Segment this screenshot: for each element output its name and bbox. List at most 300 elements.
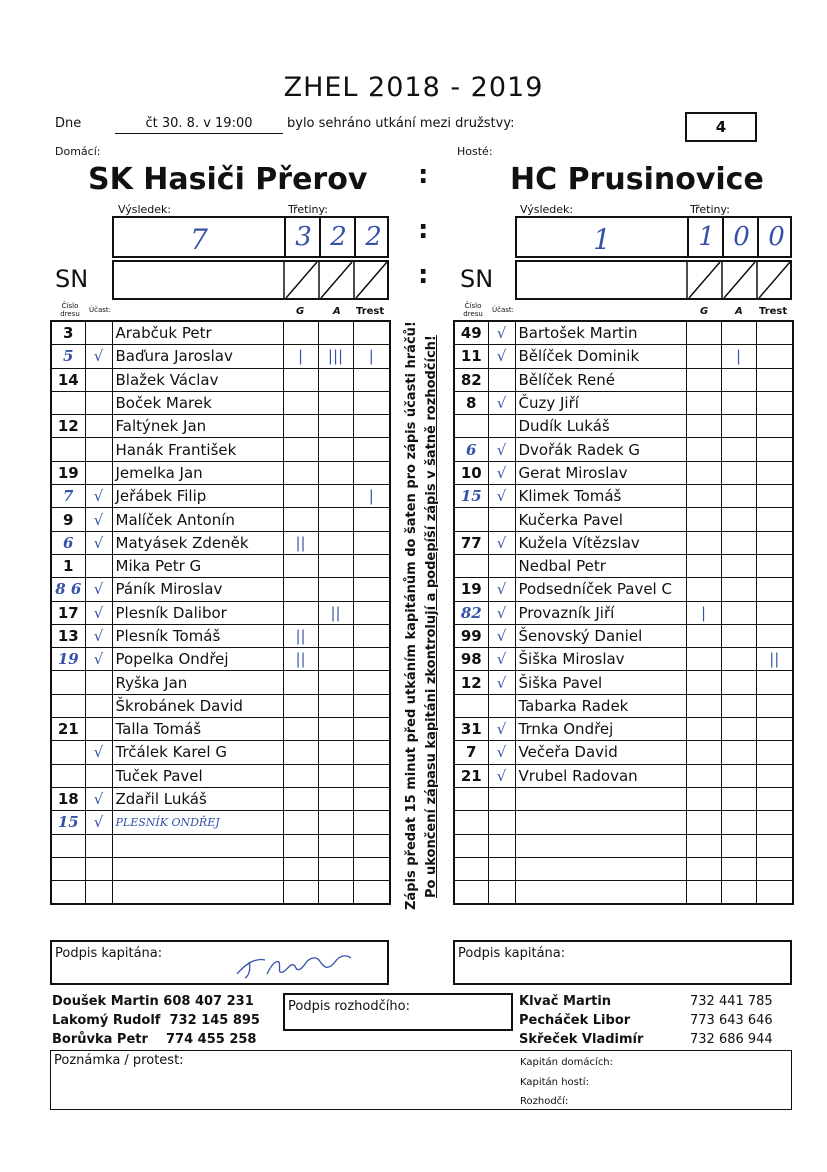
assists-mark[interactable]	[318, 624, 353, 647]
penalty-mark[interactable]	[353, 811, 390, 834]
goals-mark[interactable]	[283, 811, 318, 834]
penalty-mark[interactable]	[756, 461, 793, 484]
jersey-number[interactable]	[51, 811, 85, 834]
presence-mark[interactable]	[85, 764, 112, 787]
presence-mark[interactable]	[85, 718, 112, 741]
jersey-number[interactable]	[454, 648, 488, 671]
presence-mark[interactable]: √	[488, 624, 515, 647]
jersey-number[interactable]	[454, 834, 488, 857]
presence-mark[interactable]: √	[488, 485, 515, 508]
assists-mark[interactable]	[721, 415, 756, 438]
penalty-mark[interactable]	[756, 345, 793, 368]
goals-mark[interactable]	[686, 531, 721, 554]
goals-mark[interactable]	[283, 415, 318, 438]
presence-mark[interactable]: √	[488, 461, 515, 484]
jersey-number[interactable]	[454, 531, 488, 554]
penalty-mark[interactable]	[756, 601, 793, 624]
goals-mark[interactable]	[686, 508, 721, 531]
assists-mark[interactable]	[721, 741, 756, 764]
penalty-mark[interactable]	[353, 508, 390, 531]
player-name[interactable]: Jeřábek Filip	[112, 485, 283, 508]
penalty-mark[interactable]	[756, 485, 793, 508]
goals-mark[interactable]	[283, 578, 318, 601]
jersey-number[interactable]	[454, 811, 488, 834]
penalty-mark[interactable]	[756, 787, 793, 810]
goals-mark[interactable]	[686, 811, 721, 834]
player-name[interactable]: Bartošek Martin	[515, 321, 686, 345]
penalty-mark[interactable]	[353, 461, 390, 484]
player-name[interactable]: Provazník Jiří	[515, 601, 686, 624]
penalty-mark[interactable]	[756, 624, 793, 647]
goals-mark[interactable]	[283, 718, 318, 741]
goals-mark[interactable]	[686, 554, 721, 577]
goals-mark[interactable]	[283, 601, 318, 624]
assists-mark[interactable]	[318, 787, 353, 810]
player-name[interactable]: Nedbal Petr	[515, 554, 686, 577]
goals-mark[interactable]	[686, 857, 721, 880]
presence-mark[interactable]	[85, 438, 112, 461]
player-name[interactable]: Gerat Miroslav	[515, 461, 686, 484]
jersey-number[interactable]	[454, 764, 488, 787]
goals-mark[interactable]	[686, 368, 721, 391]
goals-mark[interactable]	[686, 624, 721, 647]
jersey-number[interactable]	[454, 415, 488, 438]
player-name[interactable]: Klimek Tomáš	[515, 485, 686, 508]
penalty-mark[interactable]	[756, 741, 793, 764]
assists-mark[interactable]	[318, 415, 353, 438]
player-name[interactable]: Kučerka Pavel	[515, 508, 686, 531]
goals-mark[interactable]	[686, 694, 721, 717]
goals-mark[interactable]: ||	[283, 624, 318, 647]
player-name[interactable]: Páník Miroslav	[112, 578, 283, 601]
assists-mark[interactable]	[318, 368, 353, 391]
goals-mark[interactable]	[283, 671, 318, 694]
goals-mark[interactable]	[283, 741, 318, 764]
assists-mark[interactable]	[721, 578, 756, 601]
player-name[interactable]: Kužela Vítězslav	[515, 531, 686, 554]
player-name[interactable]: Vrubel Radovan	[515, 764, 686, 787]
presence-mark[interactable]: √	[85, 787, 112, 810]
jersey-number[interactable]	[51, 321, 85, 345]
presence-mark[interactable]: √	[85, 601, 112, 624]
assists-mark[interactable]	[318, 531, 353, 554]
jersey-number[interactable]	[51, 485, 85, 508]
goals-mark[interactable]	[686, 345, 721, 368]
penalty-mark[interactable]	[756, 415, 793, 438]
penalty-mark[interactable]	[756, 834, 793, 857]
assists-mark[interactable]	[721, 834, 756, 857]
player-name[interactable]: Šenovský Daniel	[515, 624, 686, 647]
jersey-number[interactable]	[454, 787, 488, 810]
assists-mark[interactable]: ||	[318, 601, 353, 624]
jersey-number[interactable]	[51, 857, 85, 880]
assists-mark[interactable]	[318, 857, 353, 880]
jersey-number[interactable]	[51, 368, 85, 391]
penalty-mark[interactable]	[353, 601, 390, 624]
presence-mark[interactable]: √	[488, 741, 515, 764]
penalty-mark[interactable]	[353, 531, 390, 554]
player-name[interactable]: Boček Marek	[112, 391, 283, 414]
jersey-number[interactable]	[454, 694, 488, 717]
penalty-mark[interactable]	[756, 881, 793, 905]
penalty-mark[interactable]	[353, 857, 390, 880]
goals-mark[interactable]	[283, 508, 318, 531]
jersey-number[interactable]	[454, 881, 488, 905]
penalty-mark[interactable]	[756, 578, 793, 601]
assists-mark[interactable]	[318, 694, 353, 717]
penalty-mark[interactable]	[353, 554, 390, 577]
goals-mark[interactable]	[686, 438, 721, 461]
penalty-mark[interactable]	[353, 648, 390, 671]
player-name[interactable]: Bělíček Dominik	[515, 345, 686, 368]
penalty-mark[interactable]	[756, 694, 793, 717]
presence-mark[interactable]: √	[85, 531, 112, 554]
presence-mark[interactable]: √	[85, 624, 112, 647]
assists-mark[interactable]	[318, 321, 353, 345]
player-name[interactable]	[515, 857, 686, 880]
goals-mark[interactable]	[686, 321, 721, 345]
presence-mark[interactable]	[488, 881, 515, 905]
goals-mark[interactable]: ||	[283, 531, 318, 554]
assists-mark[interactable]	[721, 554, 756, 577]
assists-mark[interactable]	[721, 857, 756, 880]
presence-mark[interactable]	[85, 321, 112, 345]
goals-mark[interactable]: |	[283, 345, 318, 368]
jersey-number[interactable]	[454, 438, 488, 461]
presence-mark[interactable]	[488, 415, 515, 438]
penalty-mark[interactable]	[756, 718, 793, 741]
penalty-mark[interactable]	[756, 554, 793, 577]
player-name[interactable]	[112, 834, 283, 857]
player-name[interactable]: Škrobánek David	[112, 694, 283, 717]
jersey-number[interactable]	[51, 438, 85, 461]
presence-mark[interactable]: √	[85, 345, 112, 368]
jersey-number[interactable]	[51, 415, 85, 438]
assists-mark[interactable]	[721, 787, 756, 810]
jersey-number[interactable]	[454, 718, 488, 741]
goals-mark[interactable]	[283, 554, 318, 577]
referee-signature-box[interactable]	[283, 993, 513, 1031]
jersey-number[interactable]	[51, 648, 85, 671]
presence-mark[interactable]	[85, 461, 112, 484]
goals-mark[interactable]	[686, 671, 721, 694]
assists-mark[interactable]	[318, 718, 353, 741]
penalty-mark[interactable]	[353, 391, 390, 414]
presence-mark[interactable]: √	[488, 438, 515, 461]
player-name[interactable]: Arabčuk Petr	[112, 321, 283, 345]
presence-mark[interactable]: √	[488, 764, 515, 787]
assists-mark[interactable]	[318, 508, 353, 531]
player-name[interactable]: Podsedníček Pavel C	[515, 578, 686, 601]
goals-mark[interactable]	[283, 391, 318, 414]
jersey-number[interactable]	[454, 368, 488, 391]
player-name[interactable]: Tuček Pavel	[112, 764, 283, 787]
goals-mark[interactable]	[686, 415, 721, 438]
goals-mark[interactable]	[283, 321, 318, 345]
jersey-number[interactable]	[51, 764, 85, 787]
presence-mark[interactable]: √	[488, 601, 515, 624]
jersey-number[interactable]	[51, 741, 85, 764]
jersey-number[interactable]	[51, 601, 85, 624]
goals-mark[interactable]	[283, 438, 318, 461]
jersey-number[interactable]	[454, 624, 488, 647]
presence-mark[interactable]	[488, 368, 515, 391]
assists-mark[interactable]	[721, 321, 756, 345]
assists-mark[interactable]	[721, 718, 756, 741]
player-name[interactable]: Dvořák Radek G	[515, 438, 686, 461]
jersey-number[interactable]	[51, 531, 85, 554]
away-captain-signature-box[interactable]	[453, 940, 792, 985]
assists-mark[interactable]: |||	[318, 345, 353, 368]
presence-mark[interactable]	[85, 415, 112, 438]
presence-mark[interactable]	[85, 834, 112, 857]
assists-mark[interactable]	[318, 764, 353, 787]
player-name[interactable]: Zdařil Lukáš	[112, 787, 283, 810]
presence-mark[interactable]: √	[85, 648, 112, 671]
player-name[interactable]: Malíček Antonín	[112, 508, 283, 531]
penalty-mark[interactable]	[756, 391, 793, 414]
jersey-number[interactable]	[51, 881, 85, 905]
player-name[interactable]	[515, 834, 686, 857]
penalty-mark[interactable]: ||	[756, 648, 793, 671]
jersey-number[interactable]	[51, 391, 85, 414]
player-name[interactable]: Jemelka Jan	[112, 461, 283, 484]
penalty-mark[interactable]	[756, 531, 793, 554]
goals-mark[interactable]	[283, 694, 318, 717]
penalty-mark[interactable]	[353, 694, 390, 717]
player-name[interactable]: Baďura Jaroslav	[112, 345, 283, 368]
penalty-mark[interactable]: |	[353, 345, 390, 368]
jersey-number[interactable]	[454, 578, 488, 601]
presence-mark[interactable]	[488, 857, 515, 880]
goals-mark[interactable]	[283, 485, 318, 508]
goals-mark[interactable]	[686, 648, 721, 671]
penalty-mark[interactable]	[353, 741, 390, 764]
goals-mark[interactable]	[686, 764, 721, 787]
player-name[interactable]	[515, 881, 686, 905]
jersey-number[interactable]	[51, 554, 85, 577]
presence-mark[interactable]	[488, 554, 515, 577]
jersey-number[interactable]	[454, 508, 488, 531]
assists-mark[interactable]	[721, 881, 756, 905]
goals-mark[interactable]	[686, 741, 721, 764]
player-name[interactable]: Blažek Václav	[112, 368, 283, 391]
presence-mark[interactable]: √	[85, 578, 112, 601]
goals-mark[interactable]	[686, 485, 721, 508]
assists-mark[interactable]	[721, 485, 756, 508]
penalty-mark[interactable]	[353, 718, 390, 741]
player-name[interactable]: Dudík Lukáš	[515, 415, 686, 438]
assists-mark[interactable]	[721, 601, 756, 624]
presence-mark[interactable]: √	[488, 321, 515, 345]
assists-mark[interactable]	[721, 671, 756, 694]
goals-mark[interactable]: |	[686, 601, 721, 624]
goals-mark[interactable]	[283, 787, 318, 810]
goals-mark[interactable]	[283, 857, 318, 880]
assists-mark[interactable]	[318, 391, 353, 414]
player-name[interactable]: Večeřa David	[515, 741, 686, 764]
player-name[interactable]: Šiška Miroslav	[515, 648, 686, 671]
assists-mark[interactable]	[721, 368, 756, 391]
presence-mark[interactable]: √	[85, 508, 112, 531]
jersey-number[interactable]	[51, 508, 85, 531]
presence-mark[interactable]: √	[85, 741, 112, 764]
player-name[interactable]: Matyásek Zdeněk	[112, 531, 283, 554]
presence-mark[interactable]: √	[488, 671, 515, 694]
player-name[interactable]: Talla Tomáš	[112, 718, 283, 741]
player-name[interactable]	[515, 811, 686, 834]
penalty-mark[interactable]	[353, 671, 390, 694]
player-name[interactable]: Trčálek Karel G	[112, 741, 283, 764]
jersey-number[interactable]	[51, 461, 85, 484]
jersey-number[interactable]	[454, 345, 488, 368]
penalty-mark[interactable]	[756, 857, 793, 880]
jersey-number[interactable]	[51, 834, 85, 857]
player-name[interactable]: Čuzy Jiří	[515, 391, 686, 414]
assists-mark[interactable]	[318, 554, 353, 577]
assists-mark[interactable]	[318, 648, 353, 671]
player-name[interactable]: PLESNÍK ONDŘEJ	[112, 811, 283, 834]
assists-mark[interactable]	[721, 648, 756, 671]
player-name[interactable]	[515, 787, 686, 810]
jersey-number[interactable]	[454, 671, 488, 694]
assists-mark[interactable]	[318, 881, 353, 905]
assists-mark[interactable]	[721, 461, 756, 484]
assists-mark[interactable]	[721, 531, 756, 554]
presence-mark[interactable]: √	[488, 345, 515, 368]
player-name[interactable]	[112, 881, 283, 905]
assists-mark[interactable]	[721, 624, 756, 647]
assists-mark[interactable]	[318, 741, 353, 764]
presence-mark[interactable]	[85, 694, 112, 717]
presence-mark[interactable]: √	[488, 531, 515, 554]
jersey-number[interactable]	[51, 624, 85, 647]
presence-mark[interactable]	[488, 811, 515, 834]
goals-mark[interactable]	[283, 834, 318, 857]
player-name[interactable]: Hanák František	[112, 438, 283, 461]
penalty-mark[interactable]	[756, 321, 793, 345]
player-name[interactable]: Šiška Pavel	[515, 671, 686, 694]
goals-mark[interactable]	[283, 764, 318, 787]
player-name[interactable]: Tabarka Radek	[515, 694, 686, 717]
assists-mark[interactable]: |	[721, 345, 756, 368]
note-box[interactable]	[50, 1050, 792, 1110]
penalty-mark[interactable]	[353, 415, 390, 438]
assists-mark[interactable]	[721, 811, 756, 834]
goals-mark[interactable]	[686, 578, 721, 601]
penalty-mark[interactable]	[353, 834, 390, 857]
penalty-mark[interactable]	[756, 438, 793, 461]
assists-mark[interactable]	[721, 694, 756, 717]
penalty-mark[interactable]	[756, 764, 793, 787]
presence-mark[interactable]: √	[85, 485, 112, 508]
assists-mark[interactable]	[318, 671, 353, 694]
penalty-mark[interactable]	[756, 508, 793, 531]
presence-mark[interactable]	[85, 391, 112, 414]
presence-mark[interactable]	[85, 857, 112, 880]
assists-mark[interactable]	[318, 485, 353, 508]
goals-mark[interactable]	[686, 834, 721, 857]
jersey-number[interactable]	[454, 601, 488, 624]
presence-mark[interactable]	[488, 508, 515, 531]
assists-mark[interactable]	[318, 461, 353, 484]
player-name[interactable]: Trnka Ondřej	[515, 718, 686, 741]
presence-mark[interactable]	[85, 671, 112, 694]
jersey-number[interactable]	[51, 578, 85, 601]
penalty-mark[interactable]	[353, 578, 390, 601]
penalty-mark[interactable]	[353, 624, 390, 647]
player-name[interactable]: Mika Petr G	[112, 554, 283, 577]
presence-mark[interactable]	[85, 554, 112, 577]
assists-mark[interactable]	[721, 508, 756, 531]
presence-mark[interactable]	[85, 368, 112, 391]
player-name[interactable]: Plesník Tomáš	[112, 624, 283, 647]
jersey-number[interactable]	[454, 741, 488, 764]
jersey-number[interactable]	[51, 718, 85, 741]
goals-mark[interactable]	[283, 368, 318, 391]
presence-mark[interactable]	[488, 834, 515, 857]
jersey-number[interactable]	[454, 857, 488, 880]
assists-mark[interactable]	[318, 578, 353, 601]
player-name[interactable]: Faltýnek Jan	[112, 415, 283, 438]
assists-mark[interactable]	[721, 438, 756, 461]
assists-mark[interactable]	[721, 391, 756, 414]
jersey-number[interactable]	[454, 391, 488, 414]
penalty-mark[interactable]	[756, 368, 793, 391]
player-name[interactable]: Bělíček René	[515, 368, 686, 391]
player-name[interactable]: Popelka Ondřej	[112, 648, 283, 671]
presence-mark[interactable]	[488, 694, 515, 717]
penalty-mark[interactable]	[353, 438, 390, 461]
home-captain-signature-box[interactable]	[50, 940, 389, 985]
presence-mark[interactable]: √	[488, 578, 515, 601]
presence-mark[interactable]: √	[85, 811, 112, 834]
penalty-mark[interactable]	[756, 811, 793, 834]
goals-mark[interactable]: ||	[283, 648, 318, 671]
goals-mark[interactable]	[686, 718, 721, 741]
jersey-number[interactable]	[51, 345, 85, 368]
jersey-number[interactable]	[454, 485, 488, 508]
assists-mark[interactable]	[318, 811, 353, 834]
penalty-mark[interactable]	[353, 881, 390, 905]
presence-mark[interactable]: √	[488, 391, 515, 414]
penalty-mark[interactable]: |	[353, 485, 390, 508]
penalty-mark[interactable]	[353, 764, 390, 787]
jersey-number[interactable]	[51, 787, 85, 810]
jersey-number[interactable]	[454, 321, 488, 345]
penalty-mark[interactable]	[756, 671, 793, 694]
penalty-mark[interactable]	[353, 321, 390, 345]
jersey-number[interactable]	[51, 694, 85, 717]
player-name[interactable]: Ryška Jan	[112, 671, 283, 694]
assists-mark[interactable]	[721, 764, 756, 787]
player-name[interactable]	[112, 857, 283, 880]
goals-mark[interactable]	[283, 881, 318, 905]
jersey-number[interactable]	[454, 461, 488, 484]
goals-mark[interactable]	[686, 881, 721, 905]
jersey-number[interactable]	[454, 554, 488, 577]
goals-mark[interactable]	[686, 461, 721, 484]
goals-mark[interactable]	[686, 391, 721, 414]
presence-mark[interactable]: √	[488, 718, 515, 741]
assists-mark[interactable]	[318, 834, 353, 857]
presence-mark[interactable]	[85, 881, 112, 905]
assists-mark[interactable]	[318, 438, 353, 461]
penalty-mark[interactable]	[353, 787, 390, 810]
player-name[interactable]: Plesník Dalibor	[112, 601, 283, 624]
jersey-number[interactable]	[51, 671, 85, 694]
goals-mark[interactable]	[283, 461, 318, 484]
